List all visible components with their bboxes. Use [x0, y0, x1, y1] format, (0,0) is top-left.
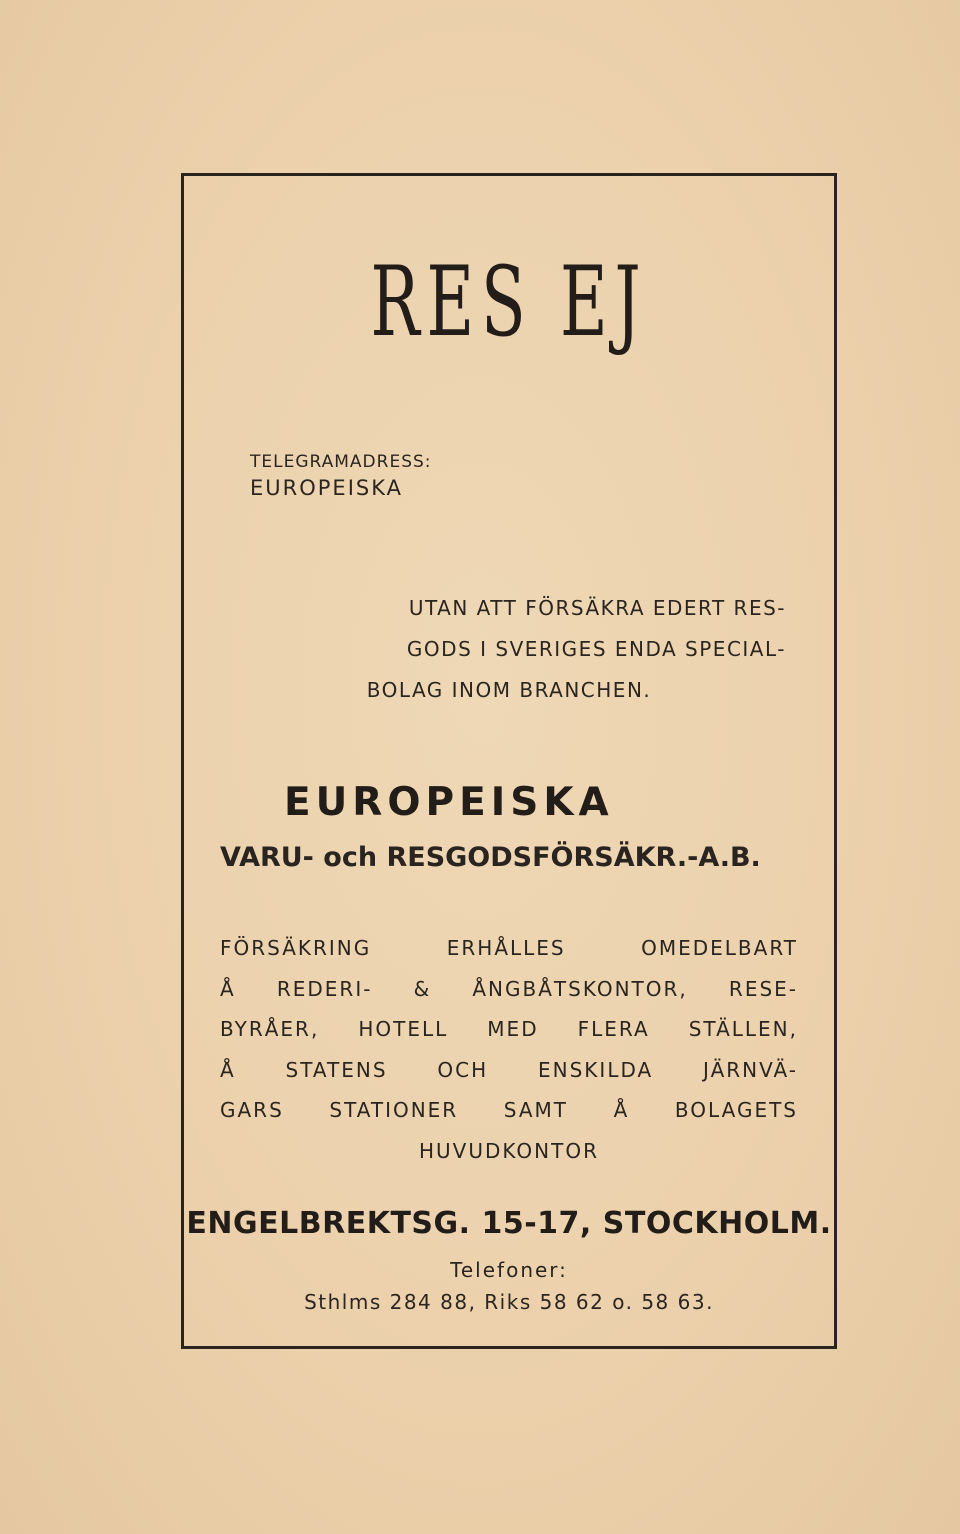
body-line: FÖRSÄKRING ERHÅLLES OMEDELBART	[220, 936, 798, 960]
street-address: ENGELBREKTSG. 15-17, STOCKHOLM.	[186, 1206, 832, 1241]
intro-line: UTAN ATT FÖRSÄKRA EDERT RES-	[408, 596, 786, 620]
intro-text	[184, 588, 834, 711]
body-line: Å REDERI- & ÅNGBÅTSKONTOR, RESE-	[220, 976, 798, 1001]
availability-text	[184, 928, 834, 1171]
intro-line: BOLAG INOM BRANCHEN.	[366, 678, 652, 702]
body-line: BYRÅER, HOTELL MED FLERA STÄLLEN,	[220, 1017, 798, 1041]
advertisement-frame	[181, 173, 837, 1349]
intro-line: GODS I SVERIGES ENDA SPECIAL-	[406, 637, 786, 661]
body-line: GARS STATIONER SAMT Å BOLAGETS	[220, 1098, 798, 1122]
body-line: HUVUDKONTOR	[419, 1138, 599, 1163]
company-name: EUROPEISKA	[284, 780, 614, 825]
telegram-label: TELEGRAMADRESS:	[250, 452, 432, 472]
headline: RES EJ	[370, 246, 648, 358]
body-line: Å STATENS OCH ENSKILDA JÄRNVÄ-	[220, 1057, 798, 1082]
company-subtitle: VARU- och RESGODSFÖRSÄKR.-A.B.	[220, 842, 761, 873]
phone-label: Telefoner:	[450, 1258, 568, 1282]
phone-numbers: Sthlms 284 88, Riks 58 62 o. 58 63.	[304, 1290, 714, 1314]
telegram-address: EUROPEISKA	[250, 476, 403, 500]
